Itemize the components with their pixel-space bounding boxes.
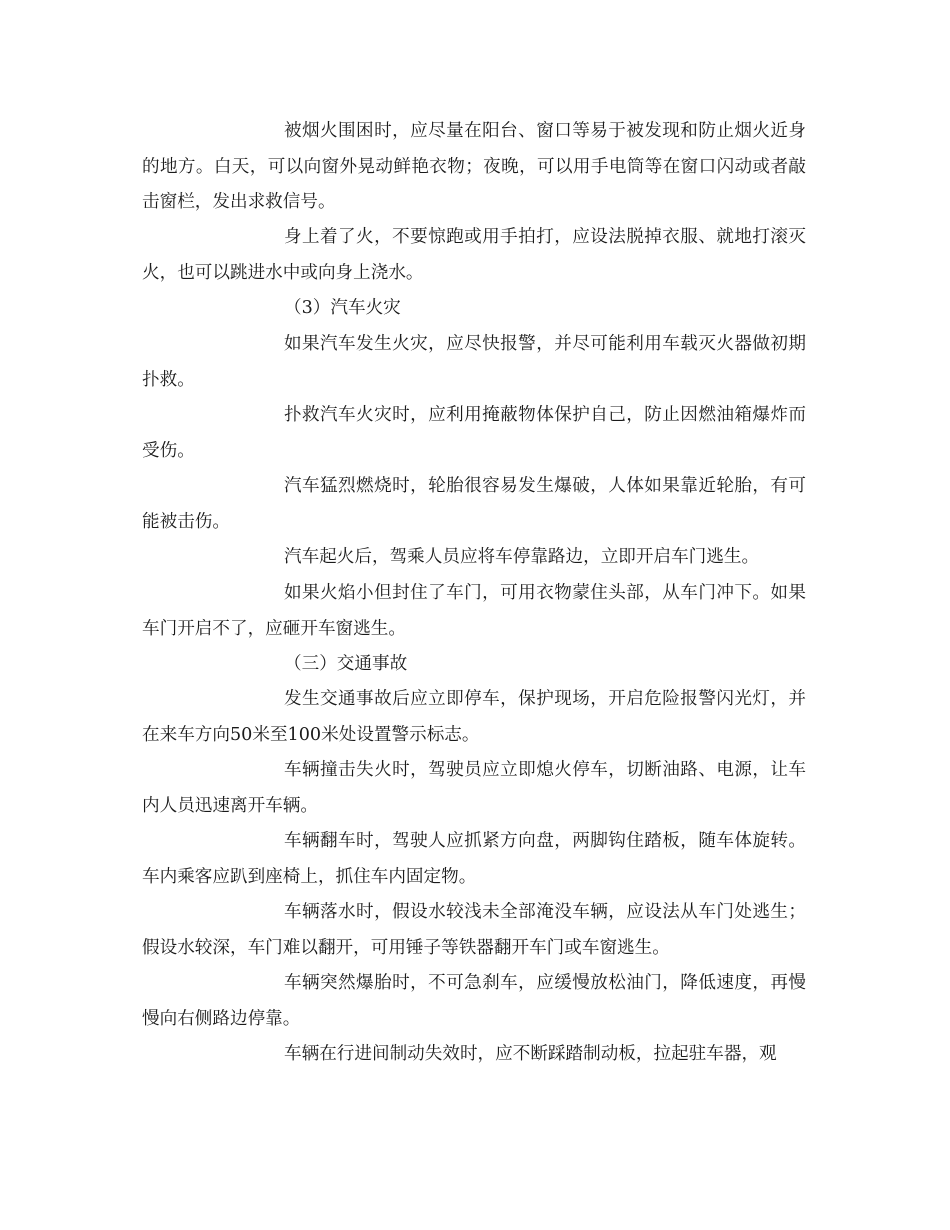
paragraph-smoke-trapped: 被烟火围困时，应尽量在阳台、窗口等易于被发现和防止烟火近身的地方。白天，可以向窗外晃动鲜艳衣物；夜晚，可以用手电筒等在窗口闪动或者敲击窗栏，发出求救信号。	[142, 121, 806, 212]
section-heading-car-fire: （3）汽车火灾	[284, 298, 401, 318]
paragraph-tire-burst: 汽车猛烈燃烧时，轮胎很容易发生爆破，人体如果靠近轮胎，有可能被击伤。	[142, 476, 806, 532]
paragraph-brake-failure: 车辆在行进间制动失效时，应不断踩踏制动板，拉起驻车器，观	[284, 1044, 777, 1064]
paragraph-stop-and-escape: 汽车起火后，驾乘人员应将车停靠路边，立即开启车门逃生。	[284, 547, 760, 567]
paragraph-tire-blowout: 车辆突然爆胎时，不可急刹车，应缓慢放松油门，降低速度，再慢慢向右侧路边停靠。	[142, 973, 806, 1029]
section-heading-traffic-accident: （三）交通事故	[284, 654, 408, 674]
paragraph-clothes-on-fire: 身上着了火，不要惊跑或用手拍打，应设法脱掉衣服、就地打滚灭火，也可以跳进水中或向身上浇水。	[142, 227, 806, 283]
paragraph-door-blocked: 如果火焰小但封住了车门，可用衣物蒙住头部，从车门冲下。如果车门开启不了，应砸开车窗逃生。	[142, 583, 806, 639]
paragraph-accident-stop: 发生交通事故后应立即停车，保护现场，开启危险报警闪光灯，并在来车方向50米至100米处设置警示标志。	[142, 689, 806, 745]
paragraph-collision-fire: 车辆撞击失火时，驾驶员应立即熄火停车，切断油路、电源，让车内人员迅速离开车辆。	[142, 760, 806, 816]
paragraph-vehicle-in-water: 车辆落水时，假设水较浅未全部淹没车辆，应设法从车门处逃生；假设水较深，车门难以翻开，可用锤子等铁器翻开车门或车窗逃生。	[142, 902, 806, 958]
paragraph-rollover: 车辆翻车时，驾驶人应抓紧方向盘，两脚钩住踏板，随车体旋转。车内乘客应趴到座椅上，抓住车内固定物。	[142, 831, 806, 887]
paragraph-car-fire-report: 如果汽车发生火灾，应尽快报警，并尽可能利用车载灭火器做初期扑救。	[142, 334, 806, 390]
paragraph-car-fire-cover: 扑救汽车火灾时，应利用掩蔽物体保护自己，防止因燃油箱爆炸而受伤。	[142, 405, 806, 461]
